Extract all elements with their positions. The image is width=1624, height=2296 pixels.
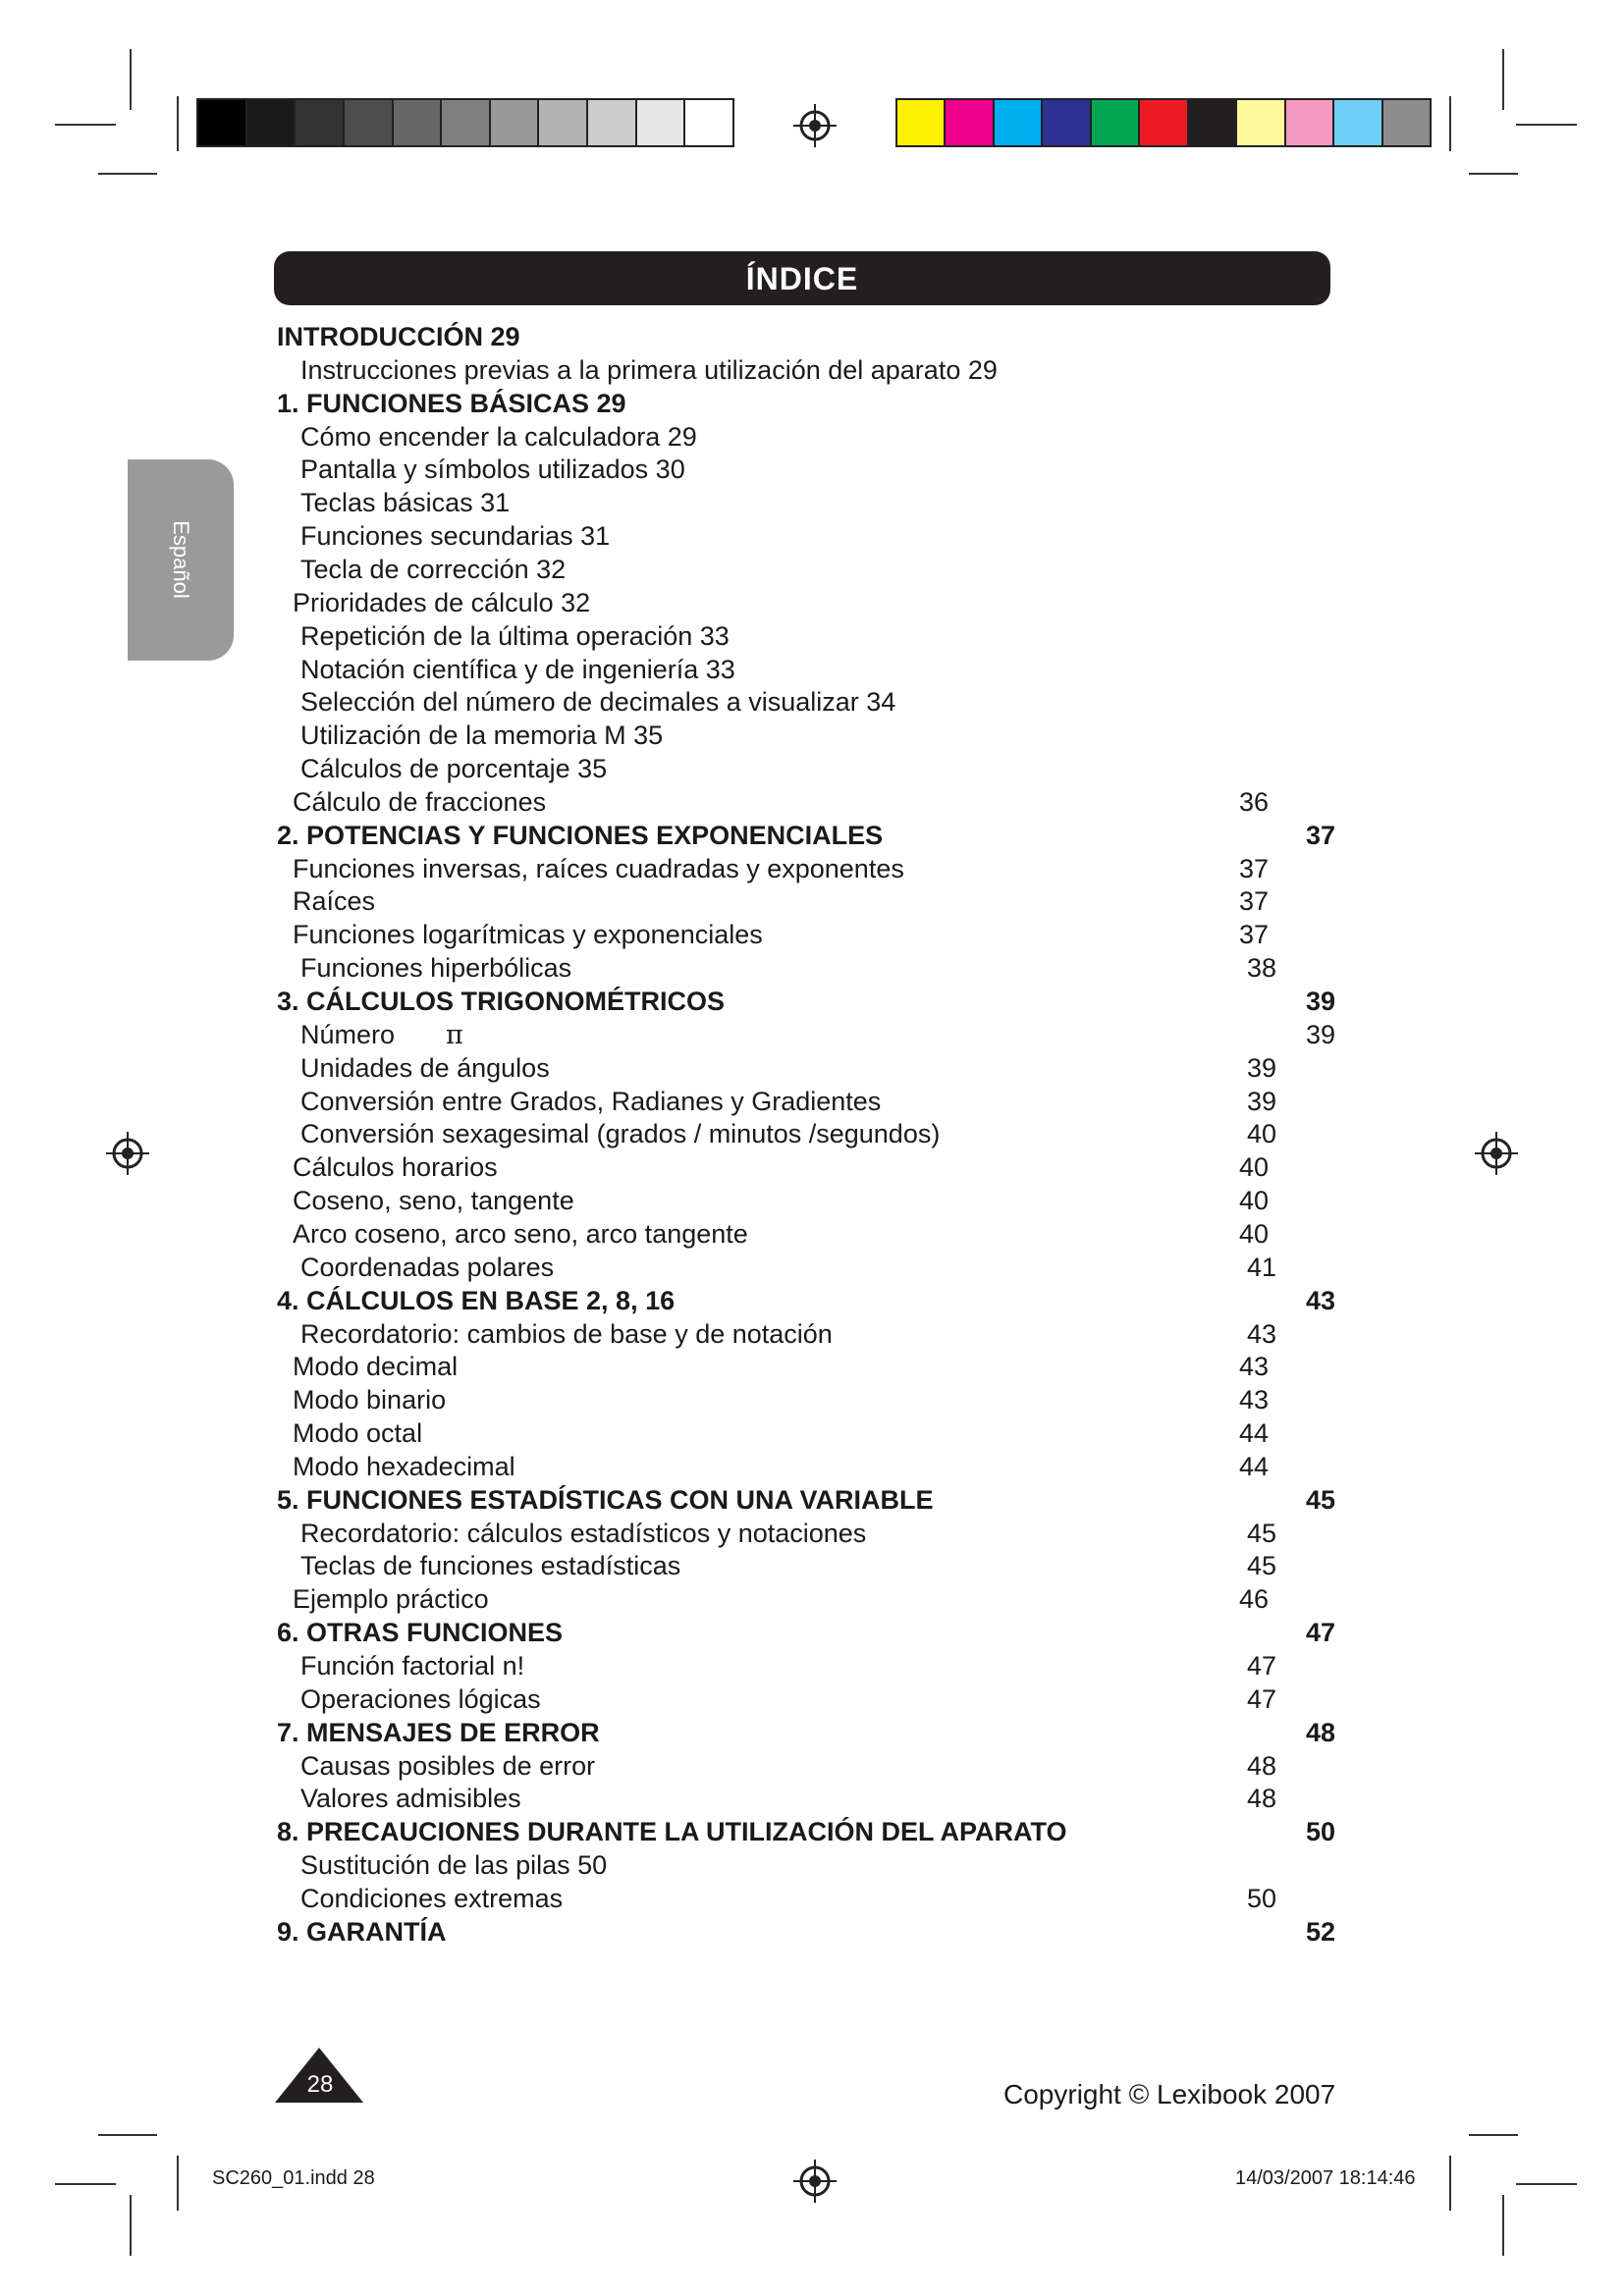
toc-entry [300,521,610,551]
registration-mark-icon [793,2160,837,2203]
toc-label: Recordatorio: cálculos estadísticos y notaciones [300,1519,867,1548]
crop-mark [1469,2134,1518,2136]
toc-page-number: 48 [1247,1784,1277,1813]
crop-mark [98,2134,157,2136]
toc-label: Utilización de la memoria M 35 [300,721,664,750]
toc-label: Coseno, seno, tangente [293,1186,574,1215]
toc-label: Teclas de funciones estadísticas [300,1551,681,1580]
toc-entry [300,355,998,385]
toc-label: Prioridades de cálculo 32 [293,588,591,617]
pi-symbol: π [446,1020,463,1050]
toc-entry [300,488,510,517]
toc-section [277,1485,934,1515]
toc-entry [300,555,566,584]
toc-page-number: 39 [1306,1020,1336,1049]
crop-mark [98,173,157,175]
toc-label: Cómo encender la calculadora 29 [300,422,697,452]
toc-label: Instrucciones previas a la primera utilización del aparato 29 [300,355,998,385]
toc-page-number: 40 [1239,1152,1270,1182]
toc-page-number: 40 [1247,1119,1277,1148]
toc-label: Sustitución de las pilas 50 [300,1850,608,1880]
color-swatch [1383,100,1430,145]
toc-label: 6. OTRAS FUNCIONES [277,1618,564,1647]
color-swatch [1334,100,1382,145]
toc-page-number: 47 [1247,1684,1277,1714]
toc-page-number: 38 [1247,953,1277,983]
color-swatch [1189,100,1237,145]
toc-entry [300,721,663,750]
crop-mark [1449,2156,1451,2211]
color-swatch [1286,100,1334,145]
toc-page-number: 39 [1247,1053,1277,1083]
color-swatch [946,100,994,145]
toc-entry [293,1219,748,1249]
toc-label: 4. CÁLCULOS EN BASE 2, 8, 16 [277,1286,676,1315]
crop-mark [130,49,132,110]
crop-mark [130,2195,132,2256]
toc-section [277,1817,1067,1846]
toc-entry [300,1020,463,1050]
toc-entry [300,1684,541,1714]
toc-label: Funciones hiperbólicas [300,953,572,983]
toc-entry [293,787,546,817]
toc-page-number: 40 [1239,1219,1270,1249]
toc-label: Modo decimal [293,1352,459,1381]
toc-page-number: 47 [1306,1618,1336,1647]
toc-page-number: 37 [1306,821,1336,850]
toc-section [277,1286,675,1315]
toc-entry [293,588,590,617]
toc-section [277,1618,563,1647]
toc-page-number: 44 [1239,1452,1270,1481]
toc-entry [300,1087,881,1116]
registration-mark-icon [106,1132,149,1175]
toc-label: Recordatorio: cambios de base y de notación [300,1319,833,1349]
toc-label: 5. FUNCIONES ESTADÍSTICAS CON UNA VARIABLE [277,1485,934,1515]
toc-page-number: 45 [1247,1519,1277,1548]
slug-file: SC260_01.indd 28 [212,2167,375,2189]
toc-page-number: 52 [1306,1917,1336,1947]
toc-label: 8. PRECAUCIONES DURANTE LA UTILIZACIÓN DEL APARATO [277,1817,1067,1846]
gray-swatch [345,100,394,145]
toc-page-number: 48 [1306,1718,1336,1747]
toc-label: Funciones inversas, raíces cuadradas y exponentes [293,854,904,883]
toc-page-number: 45 [1247,1551,1277,1580]
toc-label: Función factorial n! [300,1651,525,1681]
toc-section [277,987,725,1016]
language-tab-label: Español [169,520,193,599]
color-swatch [1092,100,1140,145]
toc-entry [293,854,904,883]
toc-entry [293,920,763,949]
toc-label: Selección del número de decimales a visualizar 34 [300,687,896,717]
toc-label: Pantalla y símbolos utilizados 30 [300,454,685,484]
toc-page-number: 47 [1247,1651,1277,1681]
toc-entry [300,1884,563,1913]
toc-label: Notación científica y de ingeniería 33 [300,655,735,684]
crop-mark [1502,49,1504,110]
toc-page-number: 43 [1239,1385,1270,1415]
language-tab [128,459,234,661]
gray-swatch [539,100,588,145]
crop-mark [177,2156,179,2211]
gray-swatch [247,100,297,145]
gray-swatch [491,100,540,145]
toc-entry [300,422,697,452]
toc-entry [300,687,895,717]
toc-label: Funciones logarítmicas y exponenciales [293,920,763,949]
registration-mark-icon [793,104,837,147]
toc-entry [300,1784,521,1813]
toc-page-number: 39 [1306,987,1336,1016]
color-swatch [995,100,1043,145]
toc-section [277,322,520,351]
toc-section [277,1718,600,1747]
slug-date: 14/03/2007 18:14:46 [1235,2167,1416,2189]
toc-label: Repetición de la última operación 33 [300,621,730,651]
toc-entry [300,1850,607,1880]
toc-page-number: 43 [1239,1352,1270,1381]
toc-entry [293,886,375,916]
gray-swatch [588,100,637,145]
toc-page-number: 40 [1239,1186,1270,1215]
toc-label: Modo binario [293,1385,447,1415]
toc-label: 2. POTENCIAS Y FUNCIONES EXPONENCIALES [277,821,884,850]
toc-entry [300,1053,550,1083]
toc-label: 9. GARANTÍA [277,1917,447,1947]
crop-mark [1516,2183,1577,2185]
toc-page-number: 43 [1306,1286,1336,1315]
gray-swatch [198,100,247,145]
color-swatch [1043,100,1091,145]
gray-swatch [442,100,491,145]
toc-page-number: 46 [1239,1584,1270,1614]
toc-label: Cálculos horarios [293,1152,498,1182]
toc-page-number: 50 [1306,1817,1336,1846]
toc-label: 3. CÁLCULOS TRIGONOMÉTRICOS [277,987,726,1016]
toc-entry [300,1319,833,1349]
toc-page-number: 48 [1247,1751,1277,1781]
toc-section [277,389,626,418]
gray-calibration-bar [196,98,734,147]
toc-label: Ejemplo práctico [293,1584,489,1614]
toc-page-number: 41 [1247,1253,1277,1282]
toc-page-number: 44 [1239,1418,1270,1448]
toc-entry [300,621,730,651]
toc-entry [300,1119,940,1148]
toc-label: Modo hexadecimal [293,1452,515,1481]
toc-entry [300,1551,680,1580]
toc-label: Valores admisibles [300,1784,521,1813]
toc-page-number: 43 [1247,1319,1277,1349]
gray-swatch [394,100,443,145]
crop-mark [1469,173,1518,175]
registration-mark-icon [1475,1132,1518,1175]
toc-label: 7. MENSAJES DE ERROR [277,1718,600,1747]
toc-label: Funciones secundarias 31 [300,521,611,551]
toc-label: Causas posibles de error [300,1751,596,1781]
crop-mark [1449,96,1451,151]
toc-label: Cálculos de porcentaje 35 [300,754,608,783]
toc-entry [293,1418,422,1448]
toc-entry [293,1152,498,1182]
toc-label: Unidades de ángulos [300,1053,550,1083]
toc-section [277,821,883,850]
toc-page-number: 39 [1247,1087,1277,1116]
toc-label: Teclas básicas 31 [300,488,511,517]
gray-swatch [685,100,732,145]
toc-label: Cálculo de fracciones [293,787,547,817]
toc-label: Operaciones lógicas [300,1684,541,1714]
toc-entry [300,655,735,684]
toc-page-number: 37 [1239,886,1270,916]
toc-label: Condiciones extremas [300,1884,564,1913]
toc-label: 1. FUNCIONES BÁSICAS 29 [277,389,626,418]
gray-swatch [296,100,345,145]
toc-entry [300,454,685,484]
toc-entry [293,1385,446,1415]
color-calibration-bar [895,98,1432,147]
toc-entry [300,953,571,983]
toc-entry [293,1352,458,1381]
toc-page-number: 37 [1239,920,1270,949]
toc-label: Conversión entre Grados, Radianes y Gradientes [300,1087,882,1116]
toc-label: Conversión sexagesimal (grados / minutos /segundos) [300,1119,941,1148]
toc-label: INTRODUCCIÓN 29 [277,322,520,351]
color-swatch [1140,100,1188,145]
toc-page-number: 45 [1306,1485,1336,1515]
crop-mark [1516,124,1577,126]
toc-entry [300,1253,554,1282]
toc-page-number: 50 [1247,1884,1277,1913]
gray-swatch [637,100,686,145]
toc-label: Arco coseno, arco seno, arco tangente [293,1219,748,1249]
toc-entry [300,754,607,783]
toc-label: Tecla de corrección 32 [300,555,567,584]
color-swatch [1237,100,1285,145]
toc-entry [293,1584,489,1614]
page-title: ÍNDICE [274,251,1330,305]
crop-mark [55,2183,116,2185]
toc-label: Raíces [293,886,376,916]
crop-mark [55,124,116,126]
color-swatch [897,100,946,145]
copyright: Copyright © Lexibook 2007 [1003,2079,1336,2109]
toc-label: Número [300,1020,396,1049]
toc-entry [293,1186,574,1215]
toc-entry [300,1519,866,1548]
page-number: 28 [306,2071,334,2098]
crop-mark [1502,2195,1504,2256]
toc-label: Modo octal [293,1418,423,1448]
toc-label: Coordenadas polares [300,1253,555,1282]
toc-entry [300,1651,524,1681]
toc-page-number: 36 [1239,787,1270,817]
crop-mark [177,96,179,151]
toc-section [277,1917,447,1947]
toc-entry [300,1751,595,1781]
toc-entry [293,1452,515,1481]
toc-page-number: 37 [1239,854,1270,883]
